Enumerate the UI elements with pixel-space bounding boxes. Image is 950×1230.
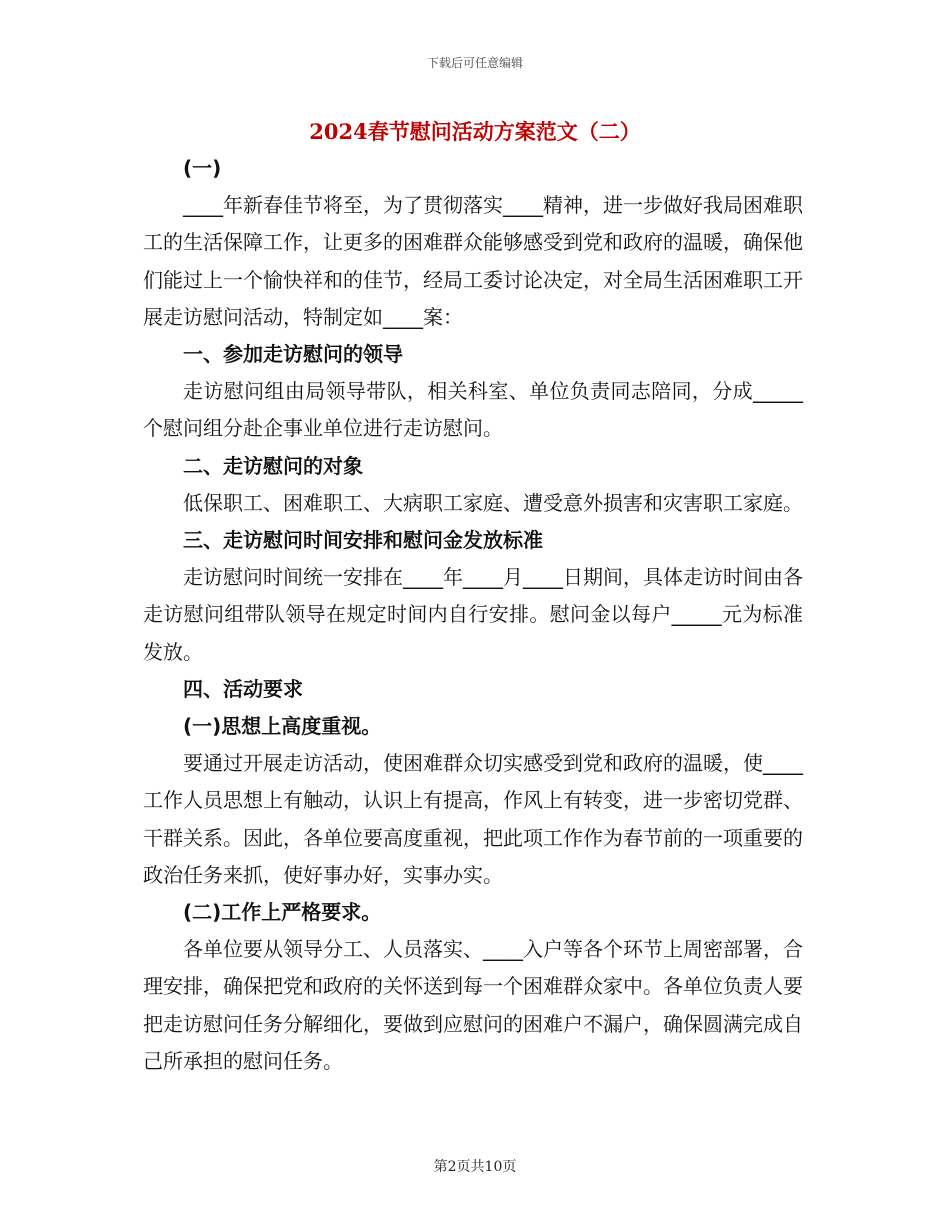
heading-leaders: 一、参加走访慰问的领导 [183, 342, 403, 367]
subheading-attention: (一)思想上高度重视。 [183, 714, 382, 739]
section-label: (一) [183, 156, 222, 180]
page-number: 第2页共10页 [433, 1159, 517, 1175]
paragraph-schedule: 走访慰问时间统一安排在____年____月____日期间，具体走访时间由各走访慰问组带队领导在规定时间内自行安排。慰问金以每户_____元为标准发放。 [143, 565, 803, 664]
document-body [143, 150, 803, 1080]
paragraph-targets: 低保职工、困难职工、大病职工家庭、遭受意外损害和灾害职工家庭。 [183, 490, 803, 515]
paragraph-leaders: 走访慰问组由局领导带队，相关科室、单位负责同志陪同，分成_____个慰问组分赴企事业单位进行走访慰问。 [143, 379, 803, 441]
heading-schedule: 三、走访慰问时间安排和慰问金发放标准 [183, 528, 543, 553]
subheading-strict: (二)工作上严格要求。 [183, 900, 382, 925]
paragraph-attention: 要通过开展走访活动，使困难群众切实感受到党和政府的温暖，使____工作人员思想上有触动，认识上有提高，作风上有转变，进一步密切党群、干群关系。因此，各单位要高度重视，把此项工作作为春节前的一项重要的政治任务来抓，使好事办好，实事办实。 [143, 751, 803, 887]
heading-requirements: 四、活动要求 [183, 676, 303, 701]
document-title: 2024春节慰问活动方案范文（二） [309, 119, 641, 144]
heading-targets: 二、走访慰问的对象 [183, 453, 363, 478]
intro-paragraph: ____年新春佳节将至，为了贯彻落实____精神，进一步做好我局困难职工的生活保障工作，让更多的困难群众能够感受到党和政府的温暖，确保他们能过上一个愉快祥和的佳节，经局工委讨论决定，对全局生活困难职工开展走访慰问活动，特制定如____案： [143, 193, 803, 329]
paragraph-strict: 各单位要从领导分工、人员落实、____入户等各个环节上周密部署，合理安排，确保把党和政府的关怀送到每一个困难群众家中。各单位负责人要把走访慰问任务分解细化，要做到应慰问的困难户不漏户，确保圆满完成自己所承担的慰问任务。 [143, 937, 803, 1073]
page-header: 下载后可任意编辑 [426, 56, 523, 70]
